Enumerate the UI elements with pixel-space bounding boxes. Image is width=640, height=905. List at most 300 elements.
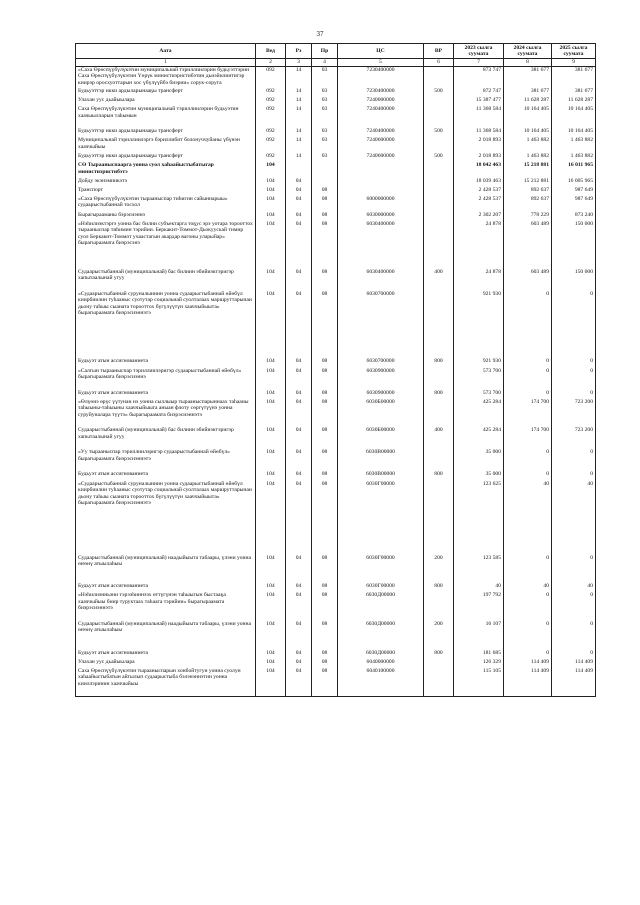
row-pr: 08 [312, 390, 338, 399]
row-ved: 092 [256, 97, 286, 106]
row-sum-2025: 1 463 882 [552, 137, 596, 153]
row-rz: 04 [286, 291, 312, 359]
row-name: «Салгын тырааныспар тэриллиилэригэр судаарыстыбаннай өйөбүл» бырагыраамата биэрэсиэннэ [76, 368, 256, 390]
row-vr [424, 481, 454, 555]
row-vr: 800 [424, 583, 454, 592]
row-vr: 800 [424, 650, 454, 659]
table-row [76, 97, 596, 106]
row-sum-2023: 115 105 [454, 668, 504, 697]
header-row [76, 44, 596, 59]
row-sum-2023: 40 [454, 583, 504, 592]
row-pr [312, 162, 338, 178]
row-ved: 104 [256, 481, 286, 555]
row-sum-2023: 16 107 [454, 621, 504, 650]
column-number: 3 [286, 59, 312, 67]
row-sum-2025: 0 [552, 621, 596, 650]
row-pr: 08 [312, 592, 338, 621]
row-sum-2024: 114 409 [504, 659, 552, 668]
table-row [76, 221, 596, 269]
table-row [76, 187, 596, 196]
row-ved: 104 [256, 592, 286, 621]
row-pr: 08 [312, 621, 338, 650]
row-sum-2023: 35 000 [454, 449, 504, 471]
row-cs: 7240600000 [338, 153, 424, 162]
header-cell: Вед [256, 44, 286, 59]
row-vr: 500 [424, 128, 454, 137]
row-ved: 104 [256, 668, 286, 697]
table-body [76, 66, 596, 696]
row-sum-2023: 425 284 [454, 427, 504, 449]
row-sum-2023: 123 585 [454, 555, 504, 584]
row-pr: 08 [312, 471, 338, 480]
row-rz: 14 [286, 153, 312, 162]
table-row [76, 178, 596, 187]
row-ved: 104 [256, 399, 286, 428]
row-rz: 04 [286, 399, 312, 428]
row-name: «Нэһилиэктэргэ уонна бас билии субъектарга тоҕус эрэ уотара торооттох тырааныспар тиһимин тэрийии. Беркакит-Томмот-Дьокуускай тимир суол Беркакит-Томмот учаастагын акардар вагоны уларыйар» бырагыраамата биэрэсэнэ [76, 221, 256, 269]
row-sum-2024: 0 [504, 358, 552, 367]
row-cs: 6030700000 [338, 291, 424, 359]
row-ved: 092 [256, 88, 286, 97]
row-sum-2025: 16 011 965 [552, 162, 596, 178]
row-sum-2023: 2 018 893 [454, 137, 504, 153]
table-row [76, 555, 596, 584]
row-rz: 04 [286, 187, 312, 196]
row-ved: 104 [256, 583, 286, 592]
row-sum-2024: 0 [504, 368, 552, 390]
row-sum-2025: 0 [552, 650, 596, 659]
row-pr: 08 [312, 196, 338, 212]
row-ved: 104 [256, 555, 286, 584]
row-pr: 08 [312, 269, 338, 291]
table-row [76, 212, 596, 221]
row-name: Судаарыстыбаннай (муниципальнай) наадыйыыта табаары, үлэни уонна өҥөнү атыылаһыы [76, 555, 256, 584]
row-sum-2023: 18 039 463 [454, 178, 504, 187]
row-name: Будьуэт атын ассигнованиета [76, 583, 256, 592]
table-row [76, 153, 596, 162]
table-row [76, 659, 596, 668]
row-ved: 104 [256, 427, 286, 449]
row-ved: 104 [256, 221, 286, 269]
row-name: Транспорт [76, 187, 256, 196]
row-pr: 08 [312, 449, 338, 471]
row-rz: 04 [286, 449, 312, 471]
row-name: Судаарыстыбаннай (муниципальнай) бас билиин эбийиэктэригэр хапытаалынай угуу [76, 427, 256, 449]
row-rz: 04 [286, 368, 312, 390]
row-name: «Саха Өрөспүүбүлүкэтин муниципальнай тэриллиилэрин будьуэттэрин Саха Өрөспүүбүлүкэтин Үөрүк министиэристибэтин дьиэйилиитигэр киирэр оросхуоттарын хос үбүлүүйбэ биэрии» сорук-соруга [76, 66, 256, 88]
row-sum-2023: 11 368 584 [454, 106, 504, 128]
row-rz: 04 [286, 621, 312, 650]
row-pr: 03 [312, 153, 338, 162]
row-vr [424, 668, 454, 697]
row-sum-2025: 0 [552, 592, 596, 621]
row-name: «Нэһилиэнньэни тэрээһиннээх өттүгүнэн таһыыгын быстааҕа хааччыйыы биир туруктаах таһаага тэрийии» бырагыраамата биэрэсиэннэтэ [76, 592, 256, 621]
row-name: Дойду экэнэмиикэтэ [76, 178, 256, 187]
row-name: «Уу тырааныспар тэриллиилэригэр судаарыстыбаннай өйөбүл» бырагыраамата биэрэсиэннэтэ [76, 449, 256, 471]
row-name: Улахан уус дьайыылара [76, 659, 256, 668]
row-rz: 14 [286, 137, 312, 153]
row-rz: 04 [286, 471, 312, 480]
header-cell: Рз [286, 44, 312, 59]
row-sum-2024: 0 [504, 449, 552, 471]
column-number: 4 [312, 59, 338, 67]
row-rz: 04 [286, 390, 312, 399]
row-name: Будьуэт атын ассигнованиета [76, 358, 256, 367]
row-ved: 092 [256, 106, 286, 128]
row-vr: 800 [424, 471, 454, 480]
row-vr: 200 [424, 555, 454, 584]
row-sum-2023: 123 625 [454, 481, 504, 555]
row-sum-2024: 40 [504, 481, 552, 555]
row-rz: 04 [286, 555, 312, 584]
row-sum-2024: 10 164 405 [504, 106, 552, 128]
row-sum-2025: 114 409 [552, 668, 596, 697]
row-cs: 7240400000 [338, 128, 424, 137]
column-number: 1 [76, 59, 256, 67]
row-vr [424, 97, 454, 106]
row-sum-2025: 987 649 [552, 187, 596, 196]
row-ved: 104 [256, 358, 286, 367]
header-cell: ЦС [338, 44, 424, 59]
row-sum-2023: 2 018 893 [454, 153, 504, 162]
row-rz: 14 [286, 66, 312, 88]
row-vr: 500 [424, 88, 454, 97]
column-number: 8 [504, 59, 552, 67]
row-sum-2023: 2 428 537 [454, 187, 504, 196]
row-sum-2024: 603 489 [504, 221, 552, 269]
row-sum-2023: 11 368 584 [454, 128, 504, 137]
column-number: 2 [256, 59, 286, 67]
row-ved: 104 [256, 187, 286, 196]
row-pr: 03 [312, 137, 338, 153]
row-rz: 04 [286, 592, 312, 621]
row-ved: 104 [256, 162, 286, 178]
row-name: Судаарыстыбаннай (муниципальнай) бас билиин эбийиэктэригэр хапытаалынай угуу [76, 269, 256, 291]
row-rz: 04 [286, 427, 312, 449]
row-vr: 800 [424, 390, 454, 399]
row-cs [338, 178, 424, 187]
row-pr: 08 [312, 187, 338, 196]
row-rz: 04 [286, 221, 312, 269]
row-pr [312, 178, 338, 187]
table-row [76, 88, 596, 97]
row-cs: 7230400000 [338, 66, 424, 88]
row-cs: 6000000000 [338, 196, 424, 212]
row-sum-2023: 126 329 [454, 659, 504, 668]
row-vr: 400 [424, 269, 454, 291]
row-sum-2025: 0 [552, 368, 596, 390]
row-name: Будьуэт атын ассигнованиета [76, 650, 256, 659]
row-pr: 08 [312, 358, 338, 367]
row-ved: 104 [256, 291, 286, 359]
table-row [76, 427, 596, 449]
column-number: 6 [424, 59, 454, 67]
table-row [76, 106, 596, 128]
row-sum-2023: 872 747 [454, 88, 504, 97]
row-rz: 04 [286, 212, 312, 221]
row-sum-2025: 723 200 [552, 399, 596, 428]
row-ved: 104 [256, 621, 286, 650]
row-sum-2024: 0 [504, 291, 552, 359]
table-row [76, 162, 596, 178]
table-row [76, 399, 596, 428]
table-row [76, 196, 596, 212]
row-cs: 6030000000 [338, 212, 424, 221]
table-row [76, 368, 596, 390]
row-vr [424, 187, 454, 196]
row-pr: 08 [312, 555, 338, 584]
row-name: Будьуэттэр икки ардыларынааҕы трансферт [76, 88, 256, 97]
row-cs [338, 187, 424, 196]
header-cell: 2025 сылга суумата [552, 44, 596, 59]
row-cs: 6030Г00000 [338, 555, 424, 584]
row-ved: 092 [256, 128, 286, 137]
row-cs: 7240000000 [338, 97, 424, 106]
row-vr [424, 196, 454, 212]
row-sum-2025: 0 [552, 390, 596, 399]
header-cell: Пр [312, 44, 338, 59]
row-cs: 6030Б00000 [338, 399, 424, 428]
row-ved: 104 [256, 269, 286, 291]
row-sum-2024: 381 677 [504, 88, 552, 97]
row-cs: 6040000000 [338, 659, 424, 668]
row-cs: 6030700000 [338, 358, 424, 367]
row-cs [338, 162, 424, 178]
row-name: «Судаарыстыбаннай суруналыниин уонна судаарыстыбаннай өйөбүл киирбиилин туһааныс суотутар социальнай суолталаах маршруттарынан дьону таһыы сыаната торооттох бүгүлүүтүн хааччыйыыта» бырагыраамата биэрэсиэннэтэ [76, 481, 256, 555]
row-pr: 08 [312, 481, 338, 555]
row-sum-2024: 15 212 881 [504, 178, 552, 187]
row-vr: 500 [424, 153, 454, 162]
row-name: Муниципальнай тэриллиилэргэ бэриллибит болонуччуйаны үбүнэн хааччыйыы [76, 137, 256, 153]
row-rz: 04 [286, 196, 312, 212]
row-sum-2023: 2 428 537 [454, 196, 504, 212]
row-rz [286, 162, 312, 178]
row-cs: 7240600000 [338, 137, 424, 153]
row-sum-2023: 425 284 [454, 399, 504, 428]
table-row [76, 269, 596, 291]
row-sum-2024: 174 700 [504, 399, 552, 428]
row-name: Бырагырааманы бэрэсиэннэ [76, 212, 256, 221]
row-sum-2024: 0 [504, 471, 552, 480]
row-sum-2024: 1 463 882 [504, 153, 552, 162]
row-name: Будьуэт атын ассигнованиета [76, 471, 256, 480]
row-vr [424, 399, 454, 428]
row-sum-2023: 2 302 207 [454, 212, 504, 221]
row-sum-2024: 11 628 287 [504, 97, 552, 106]
row-cs: 6030Г00000 [338, 583, 424, 592]
row-sum-2023: 873 747 [454, 66, 504, 88]
row-sum-2024: 40 [504, 583, 552, 592]
row-vr: 200 [424, 621, 454, 650]
row-ved: 104 [256, 650, 286, 659]
row-cs: 6030Д00000 [338, 621, 424, 650]
row-sum-2025: 0 [552, 555, 596, 584]
row-sum-2025: 10 164 405 [552, 106, 596, 128]
row-sum-2024: 0 [504, 650, 552, 659]
row-rz: 04 [286, 269, 312, 291]
row-name: Будьуэттэр икки ардыларынааҕы трансферт [76, 153, 256, 162]
table-row [76, 390, 596, 399]
row-pr: 03 [312, 106, 338, 128]
table-row [76, 449, 596, 471]
table-row [76, 471, 596, 480]
column-number: 9 [552, 59, 596, 67]
table-row [76, 668, 596, 697]
row-name: Саха Өрөспүүбүлүкэтин муниципальнай тэриллиилэрин будьуэтин хаачыылларын таһымын [76, 106, 256, 128]
row-pr: 03 [312, 128, 338, 137]
row-sum-2024: 15 218 881 [504, 162, 552, 178]
row-sum-2025: 0 [552, 358, 596, 367]
row-sum-2024: 603 489 [504, 269, 552, 291]
row-sum-2023: 573 700 [454, 368, 504, 390]
row-cs: 7240400000 [338, 106, 424, 128]
row-cs: 6030В00000 [338, 471, 424, 480]
row-sum-2023: 15 387 477 [454, 97, 504, 106]
row-pr: 08 [312, 291, 338, 359]
row-pr: 08 [312, 650, 338, 659]
row-sum-2025: 150 000 [552, 221, 596, 269]
row-sum-2025: 723 200 [552, 427, 596, 449]
row-vr [424, 66, 454, 88]
row-name: Судаарыстыбаннай (муниципальнай) наадыйыыта табаары, үлэни уонна өҥөнү атыылаһыы [76, 621, 256, 650]
row-name: СӨ Тырааныспаарга уонна суол хаһаайыстыбатыгар министиэристибэтэ [76, 162, 256, 178]
row-name: Будьуэт атын ассигнованиета [76, 390, 256, 399]
row-cs: 6030900000 [338, 390, 424, 399]
row-sum-2025: 987 649 [552, 196, 596, 212]
row-rz: 04 [286, 668, 312, 697]
row-sum-2025: 0 [552, 449, 596, 471]
row-cs: 7230400000 [338, 88, 424, 97]
row-pr: 03 [312, 88, 338, 97]
row-sum-2024: 0 [504, 555, 552, 584]
row-pr: 03 [312, 97, 338, 106]
row-cs: 6030Д00000 [338, 650, 424, 659]
column-number: 7 [454, 59, 504, 67]
table-row [76, 481, 596, 555]
table-row [76, 650, 596, 659]
row-sum-2025: 11 628 287 [552, 97, 596, 106]
row-sum-2025: 40 [552, 583, 596, 592]
row-ved: 092 [256, 153, 286, 162]
row-sum-2024: 10 164 405 [504, 128, 552, 137]
row-vr [424, 368, 454, 390]
row-vr [424, 162, 454, 178]
row-sum-2023: 197 792 [454, 592, 504, 621]
row-sum-2025: 150 000 [552, 269, 596, 291]
row-rz: 04 [286, 650, 312, 659]
row-sum-2023: 35 000 [454, 471, 504, 480]
row-cs: 6030900000 [338, 368, 424, 390]
table-row [76, 592, 596, 621]
row-sum-2023: 573 700 [454, 390, 504, 399]
row-sum-2025: 16 005 965 [552, 178, 596, 187]
row-cs: 6030400000 [338, 269, 424, 291]
row-rz: 04 [286, 583, 312, 592]
row-ved: 104 [256, 390, 286, 399]
row-ved: 092 [256, 66, 286, 88]
table-row [76, 583, 596, 592]
row-pr: 03 [312, 66, 338, 88]
row-pr: 08 [312, 427, 338, 449]
row-ved: 104 [256, 196, 286, 212]
row-sum-2024: 0 [504, 592, 552, 621]
row-pr: 08 [312, 221, 338, 269]
row-name: Будьуэттэр икки ардыларынааҕы трансферт [76, 128, 256, 137]
row-sum-2023: 921 930 [454, 358, 504, 367]
row-ved: 104 [256, 212, 286, 221]
row-cs: 6030Г00000 [338, 481, 424, 555]
row-sum-2024: 1 463 882 [504, 137, 552, 153]
row-name: Улахан уус дьайыылара [76, 97, 256, 106]
table-row [76, 137, 596, 153]
row-rz: 04 [286, 481, 312, 555]
row-sum-2023: 921 930 [454, 291, 504, 359]
row-vr [424, 212, 454, 221]
row-vr [424, 592, 454, 621]
row-sum-2025: 381 677 [552, 66, 596, 88]
table-row [76, 621, 596, 650]
row-sum-2024: 381 677 [504, 66, 552, 88]
row-sum-2025: 10 164 405 [552, 128, 596, 137]
row-rz: 14 [286, 97, 312, 106]
row-rz: 14 [286, 106, 312, 128]
header-cell: 2023 сылга суумата [454, 44, 504, 59]
table-row [76, 358, 596, 367]
budget-table [75, 43, 596, 697]
row-sum-2023: 181 685 [454, 650, 504, 659]
row-sum-2023: 24 878 [454, 269, 504, 291]
row-name: «Өлүөнэ өрүс үүтунан нэ уонна сыллыыр тырааныспарыннаах таһааны таһыыны-таһыыны хааччыйыыга аныан флоту сөргүтүүнэ уонна суруйуналара түүтэ» бырагыраамата биэрэсиэннэтэ [76, 399, 256, 428]
row-rz: 04 [286, 178, 312, 187]
row-ved: 104 [256, 449, 286, 471]
row-vr [424, 659, 454, 668]
row-pr: 08 [312, 659, 338, 668]
row-cs: 6030Б00000 [338, 427, 424, 449]
row-pr: 08 [312, 583, 338, 592]
row-cs: 6040100000 [338, 668, 424, 697]
row-cs: 6030Д00000 [338, 592, 424, 621]
row-sum-2025: 381 677 [552, 88, 596, 97]
row-ved: 104 [256, 471, 286, 480]
row-pr: 08 [312, 668, 338, 697]
row-sum-2024: 892 637 [504, 196, 552, 212]
row-vr [424, 106, 454, 128]
row-sum-2024: 0 [504, 621, 552, 650]
row-sum-2025: 0 [552, 291, 596, 359]
row-vr [424, 178, 454, 187]
row-vr: 400 [424, 427, 454, 449]
row-rz: 14 [286, 88, 312, 97]
header-cell: Аата [76, 44, 256, 59]
row-sum-2024: 114 409 [504, 668, 552, 697]
row-vr: 800 [424, 358, 454, 367]
row-pr: 08 [312, 399, 338, 428]
row-vr [424, 221, 454, 269]
table-row [76, 291, 596, 359]
row-sum-2024: 892 637 [504, 187, 552, 196]
row-rz: 04 [286, 358, 312, 367]
row-cs: 6030400000 [338, 221, 424, 269]
column-number-row [76, 59, 596, 67]
row-sum-2025: 0 [552, 471, 596, 480]
row-cs: 6030В00000 [338, 449, 424, 471]
row-sum-2023: 24 878 [454, 221, 504, 269]
row-sum-2025: 40 [552, 481, 596, 555]
row-name: Саха Өрөспүүбүлүкэтин тырааныспарын хонбойтугун уонна суолун хаһаайыстыбатын айгылып судаарыстыба бэлэнэннэтин уонна кииллэринин хааччыйыы [76, 668, 256, 697]
row-sum-2023: 18 042 463 [454, 162, 504, 178]
header-cell: 2024 сылга суумата [504, 44, 552, 59]
row-sum-2025: 873 240 [552, 212, 596, 221]
